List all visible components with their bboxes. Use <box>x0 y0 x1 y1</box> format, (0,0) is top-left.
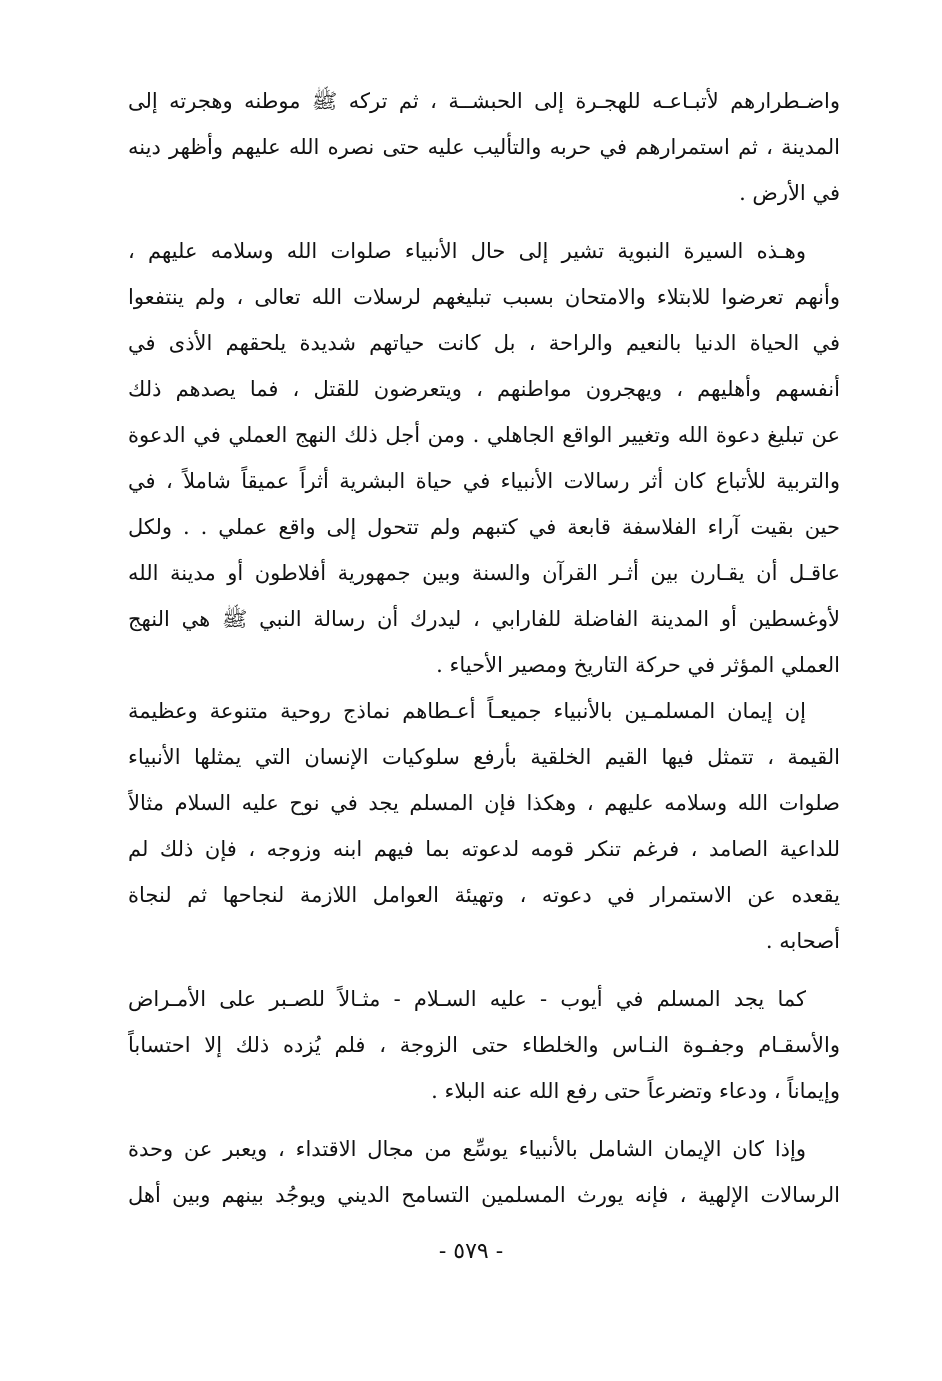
text-line: عن تبليغ دعوة الله وتغيير الواقع الجاهلي . ومن أجل ذلك النهج العملي في الدعوة <box>128 423 840 447</box>
text-line: في الأرض . <box>739 181 840 205</box>
text-line: القيمة ، تتمثل فيها القيم الخلقية بأرفع سلوكيات الإنسان التي يمثلها الأنبياء <box>128 745 840 769</box>
text-line: لأوغسطين أو المدينة الفاضلة للفارابي ، ليدرك أن رسالة النبي ﷺ هي النهج <box>128 607 840 631</box>
text-line: والتربية للأتباع كان أثر رسالات الأنبياء في حياة البشرية أثراً عميقاً شاملاً ، في <box>128 469 840 493</box>
text-line: كما يجد المسلم في أيوب - عليه السـلام - مثـالاً للصـبر على الأمـراض <box>128 987 806 1011</box>
text-line: وهـذه السيرة النبوية تشير إلى حال الأنبياء صلوات الله وسلامه عليهم ، <box>128 239 806 263</box>
text-line: في الحياة الدنيا بالنعيم والراحة ، بل كانت حياتهم شديدة يلحقهم الأذى في <box>128 331 840 355</box>
text-line: صلوات الله وسلامه عليهم ، وهكذا فإن المسلم يجد في نوح عليه السلام مثالاً <box>128 791 840 815</box>
text-line: العملي المؤثر في حركة التاريخ ومصير الأحياء . <box>436 653 840 677</box>
paragraph <box>128 688 840 964</box>
text-line: وإذا كان الإيمان الشامل بالأنبياء يوسِّع من مجال الاقتداء ، ويعبر عن وحدة <box>128 1137 806 1161</box>
text-line: أنفسهم وأهليهم ، ويهجرون مواطنهم ، ويتعرضون للقتل ، فما يصدهم ذلك <box>128 377 840 401</box>
text-line: إن إيمان المسلمـين بالأنبياء جميعـاً أعـطاهم نماذج روحية متنوعة وعظيمة <box>128 699 806 723</box>
text-line: وإيماناً ، ودعاء وتضرعاً حتى رفع الله عنه البلاء . <box>431 1079 840 1103</box>
text-line: المدينة ، ثم استمرارهم في حربه والتأليب عليه حتى نصره الله عليهم وأظهر دينه <box>128 135 840 159</box>
text-line: عاقـل أن يقـارن بين أثـر القرآن والسنة وبين جمهورية أفلاطون أو مدينة الله <box>128 561 840 585</box>
text-line: والأسقـام وجفـوة النـاس والخلطاء حتى الزوجة ، فلم يُزده ذلك إلا احتساباً <box>128 1033 840 1057</box>
paragraph <box>128 1126 840 1218</box>
text-line: الرسالات الإلهية ، فإنه يورث المسلمين التسامح الديني ويوجُد بينهم وبين أهل <box>128 1183 840 1207</box>
text-line: حين بقيت آراء الفلاسفة قابعة في كتبهم ولم تتحول إلى واقع عملي . . ولكل <box>128 515 840 539</box>
paragraph-gap <box>128 964 840 976</box>
paragraph-gap <box>128 216 840 228</box>
page-number: - ٥٧٩ - <box>438 1239 504 1264</box>
paragraph <box>128 228 840 688</box>
text-line: للداعية الصامد ، فرغم تنكر قومه لدعوته بما فيهم ابنه وزوجه ، فإن ذلك لم <box>128 837 840 861</box>
body-text <box>128 78 840 1218</box>
text-line: وأنهم تعرضوا للابتلاء والامتحان بسبب تبليغهم لرسلات الله تعالى ، ولم ينتفعوا <box>128 285 840 309</box>
paragraph <box>128 78 840 216</box>
paragraph <box>128 976 840 1114</box>
text-line: أصحابه . <box>765 929 840 953</box>
text-line: واضـطرارهم لأتبـاعـه للهجـرة إلى الحبشــة ، ثم تركه ﷺ موطنه وهجرته إلى <box>128 89 840 113</box>
text-line: يقعده عن الاستمرار في دعوته ، وتهيئة العوامل اللازمة لنجاحها ثم لنجاة <box>128 883 840 907</box>
paragraph-gap <box>128 1114 840 1126</box>
